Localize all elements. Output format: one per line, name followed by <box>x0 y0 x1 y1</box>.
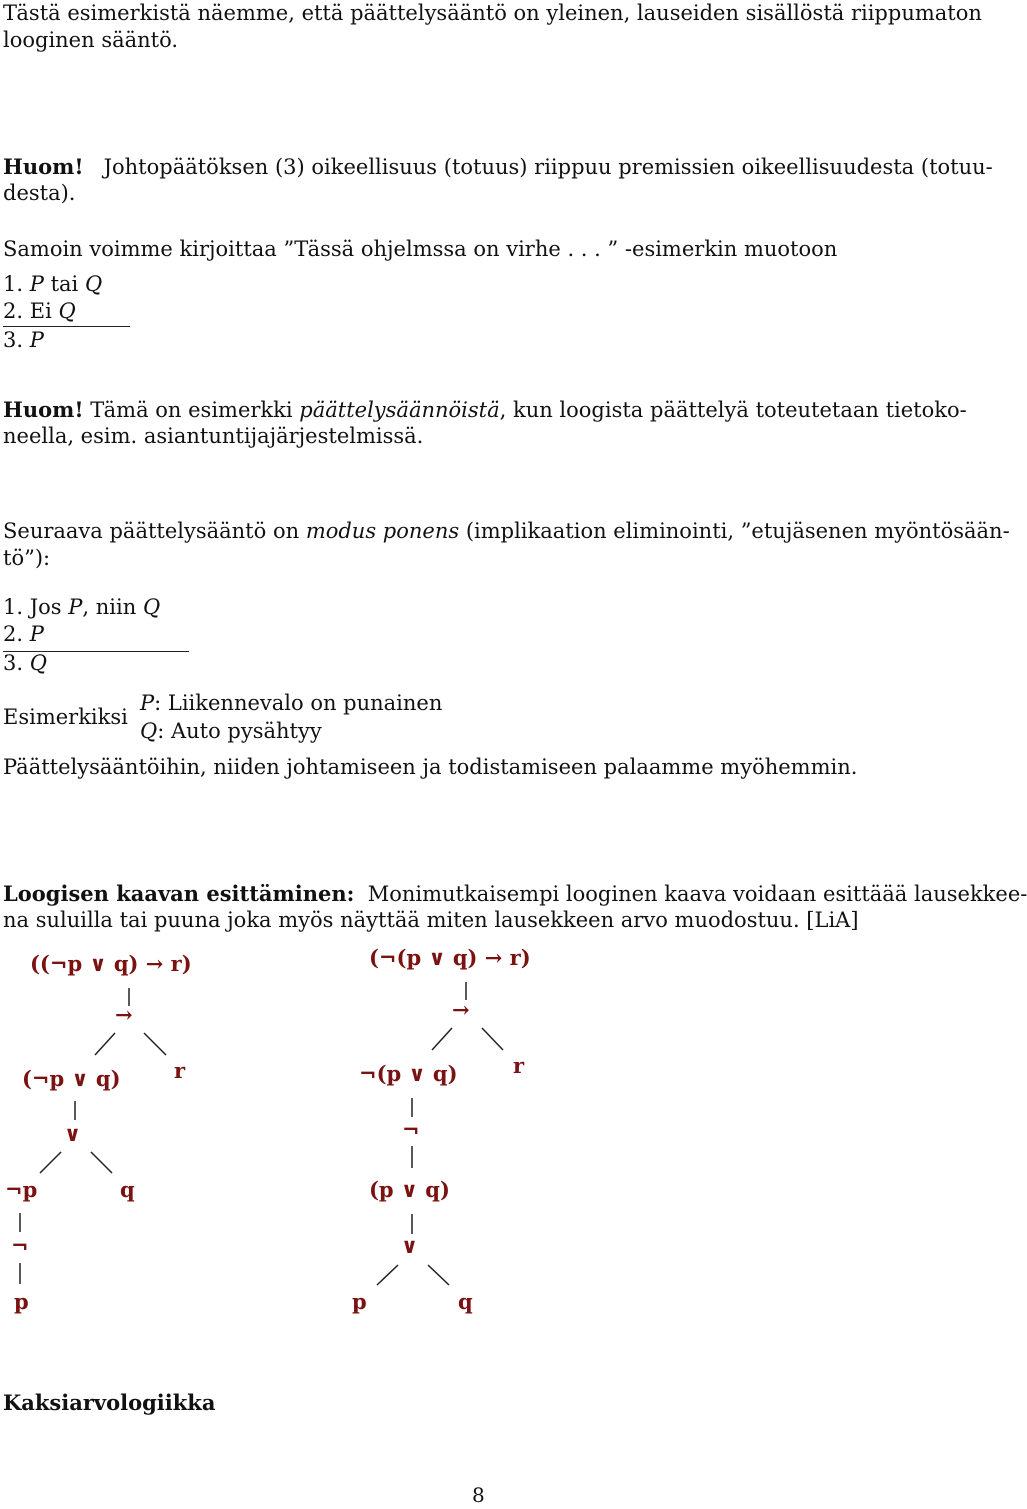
rule-premise-2: 2. Ei Q <box>3 299 76 323</box>
tree2-implication-node: → <box>452 997 470 1022</box>
paragraph: Samoin voimme kirjoittaa ”Tässä ohjelmssa on virhe . . . ” -esimerkin muotoon <box>3 237 838 261</box>
rule-premise-1: 1. P tai Q <box>3 272 103 296</box>
tree2-root: (¬(p ∨ q) → r) <box>369 945 531 970</box>
note-label: Huom! <box>3 397 84 422</box>
note-line: desta). <box>3 181 76 205</box>
tree1-root: ((¬p ∨ q) → r) <box>30 951 192 976</box>
intro-paragraph-line: looginen sääntö. <box>3 28 179 52</box>
rule-premise-2: 2. P <box>3 622 44 646</box>
section-label: Loogisen kaavan esittäminen: <box>3 881 355 906</box>
tree1-leaf-p: p <box>14 1289 29 1314</box>
tree2-or-subformula: (p ∨ q) <box>369 1177 450 1202</box>
tree2-or-node: ∨ <box>401 1233 419 1258</box>
note-line: neella, esim. asiantuntijajärjestelmissä. <box>3 424 424 448</box>
paragraph-line: Seuraava päättelysääntö on modus ponens (implikaation eliminointi, ”etujäsenen myöntösään- <box>3 519 1010 543</box>
tree2-leaf-q: q <box>458 1289 473 1314</box>
tree2-left-subformula: ¬(p ∨ q) <box>359 1061 458 1086</box>
note-text: Johtopäätöksen (3) oikeellisuus (totuus) riippuu premissien oikeellisuudesta (totuu- <box>103 155 993 179</box>
section-line: Loogisen kaavan esittäminen: Monimutkaisempi looginen kaava voidaan esittäää lausekkee- <box>3 881 1027 906</box>
section-line: na suluilla tai puuna joka myös näyttää miten lausekkeen arvo muodostuu. [LiA] <box>3 908 859 932</box>
example-p: P: Liikennevalo on punainen <box>140 691 443 715</box>
example-q: Q: Auto pysähtyy <box>140 719 322 743</box>
tree1-implication-node: → <box>115 1002 133 1027</box>
page-number: 8 <box>472 1483 485 1507</box>
tree2-leaf-p: p <box>352 1289 367 1314</box>
note-label: Huom! <box>3 154 84 179</box>
intro-paragraph-line: Tästä esimerkistä näemme, että päättelysääntö on yleinen, lauseiden sisällöstä riippumaton <box>3 1 982 25</box>
section-heading: Kaksiarvologiikka <box>3 1390 216 1415</box>
tree1-or-node: ∨ <box>64 1121 82 1146</box>
rule-conclusion: 3. Q <box>3 651 47 675</box>
tree1-neg-node: ¬ <box>11 1233 29 1258</box>
tree1-leaf-q: q <box>120 1177 135 1202</box>
tree1-left-subformula: (¬p ∨ q) <box>22 1066 121 1091</box>
tree1-neg-p: ¬p <box>5 1177 38 1202</box>
paragraph-line: tö”): <box>3 546 51 570</box>
example-label: Esimerkiksi <box>3 705 128 729</box>
note-line: Huom! Tämä on esimerkki päättelysäännöistä, kun loogista päättelyä toteutetaan tietoko- <box>3 397 967 422</box>
tree1-right-leaf: r <box>174 1058 186 1083</box>
tree2-right-leaf: r <box>513 1053 525 1078</box>
rule-premise-1: 1. Jos P, niin Q <box>3 595 161 619</box>
tree2-neg-node: ¬ <box>402 1117 420 1142</box>
rule-conclusion: 3. P <box>3 328 44 352</box>
paragraph: Päättelysääntöihin, niiden johtamiseen ja todistamiseen palaamme myöhemmin. <box>3 755 858 779</box>
